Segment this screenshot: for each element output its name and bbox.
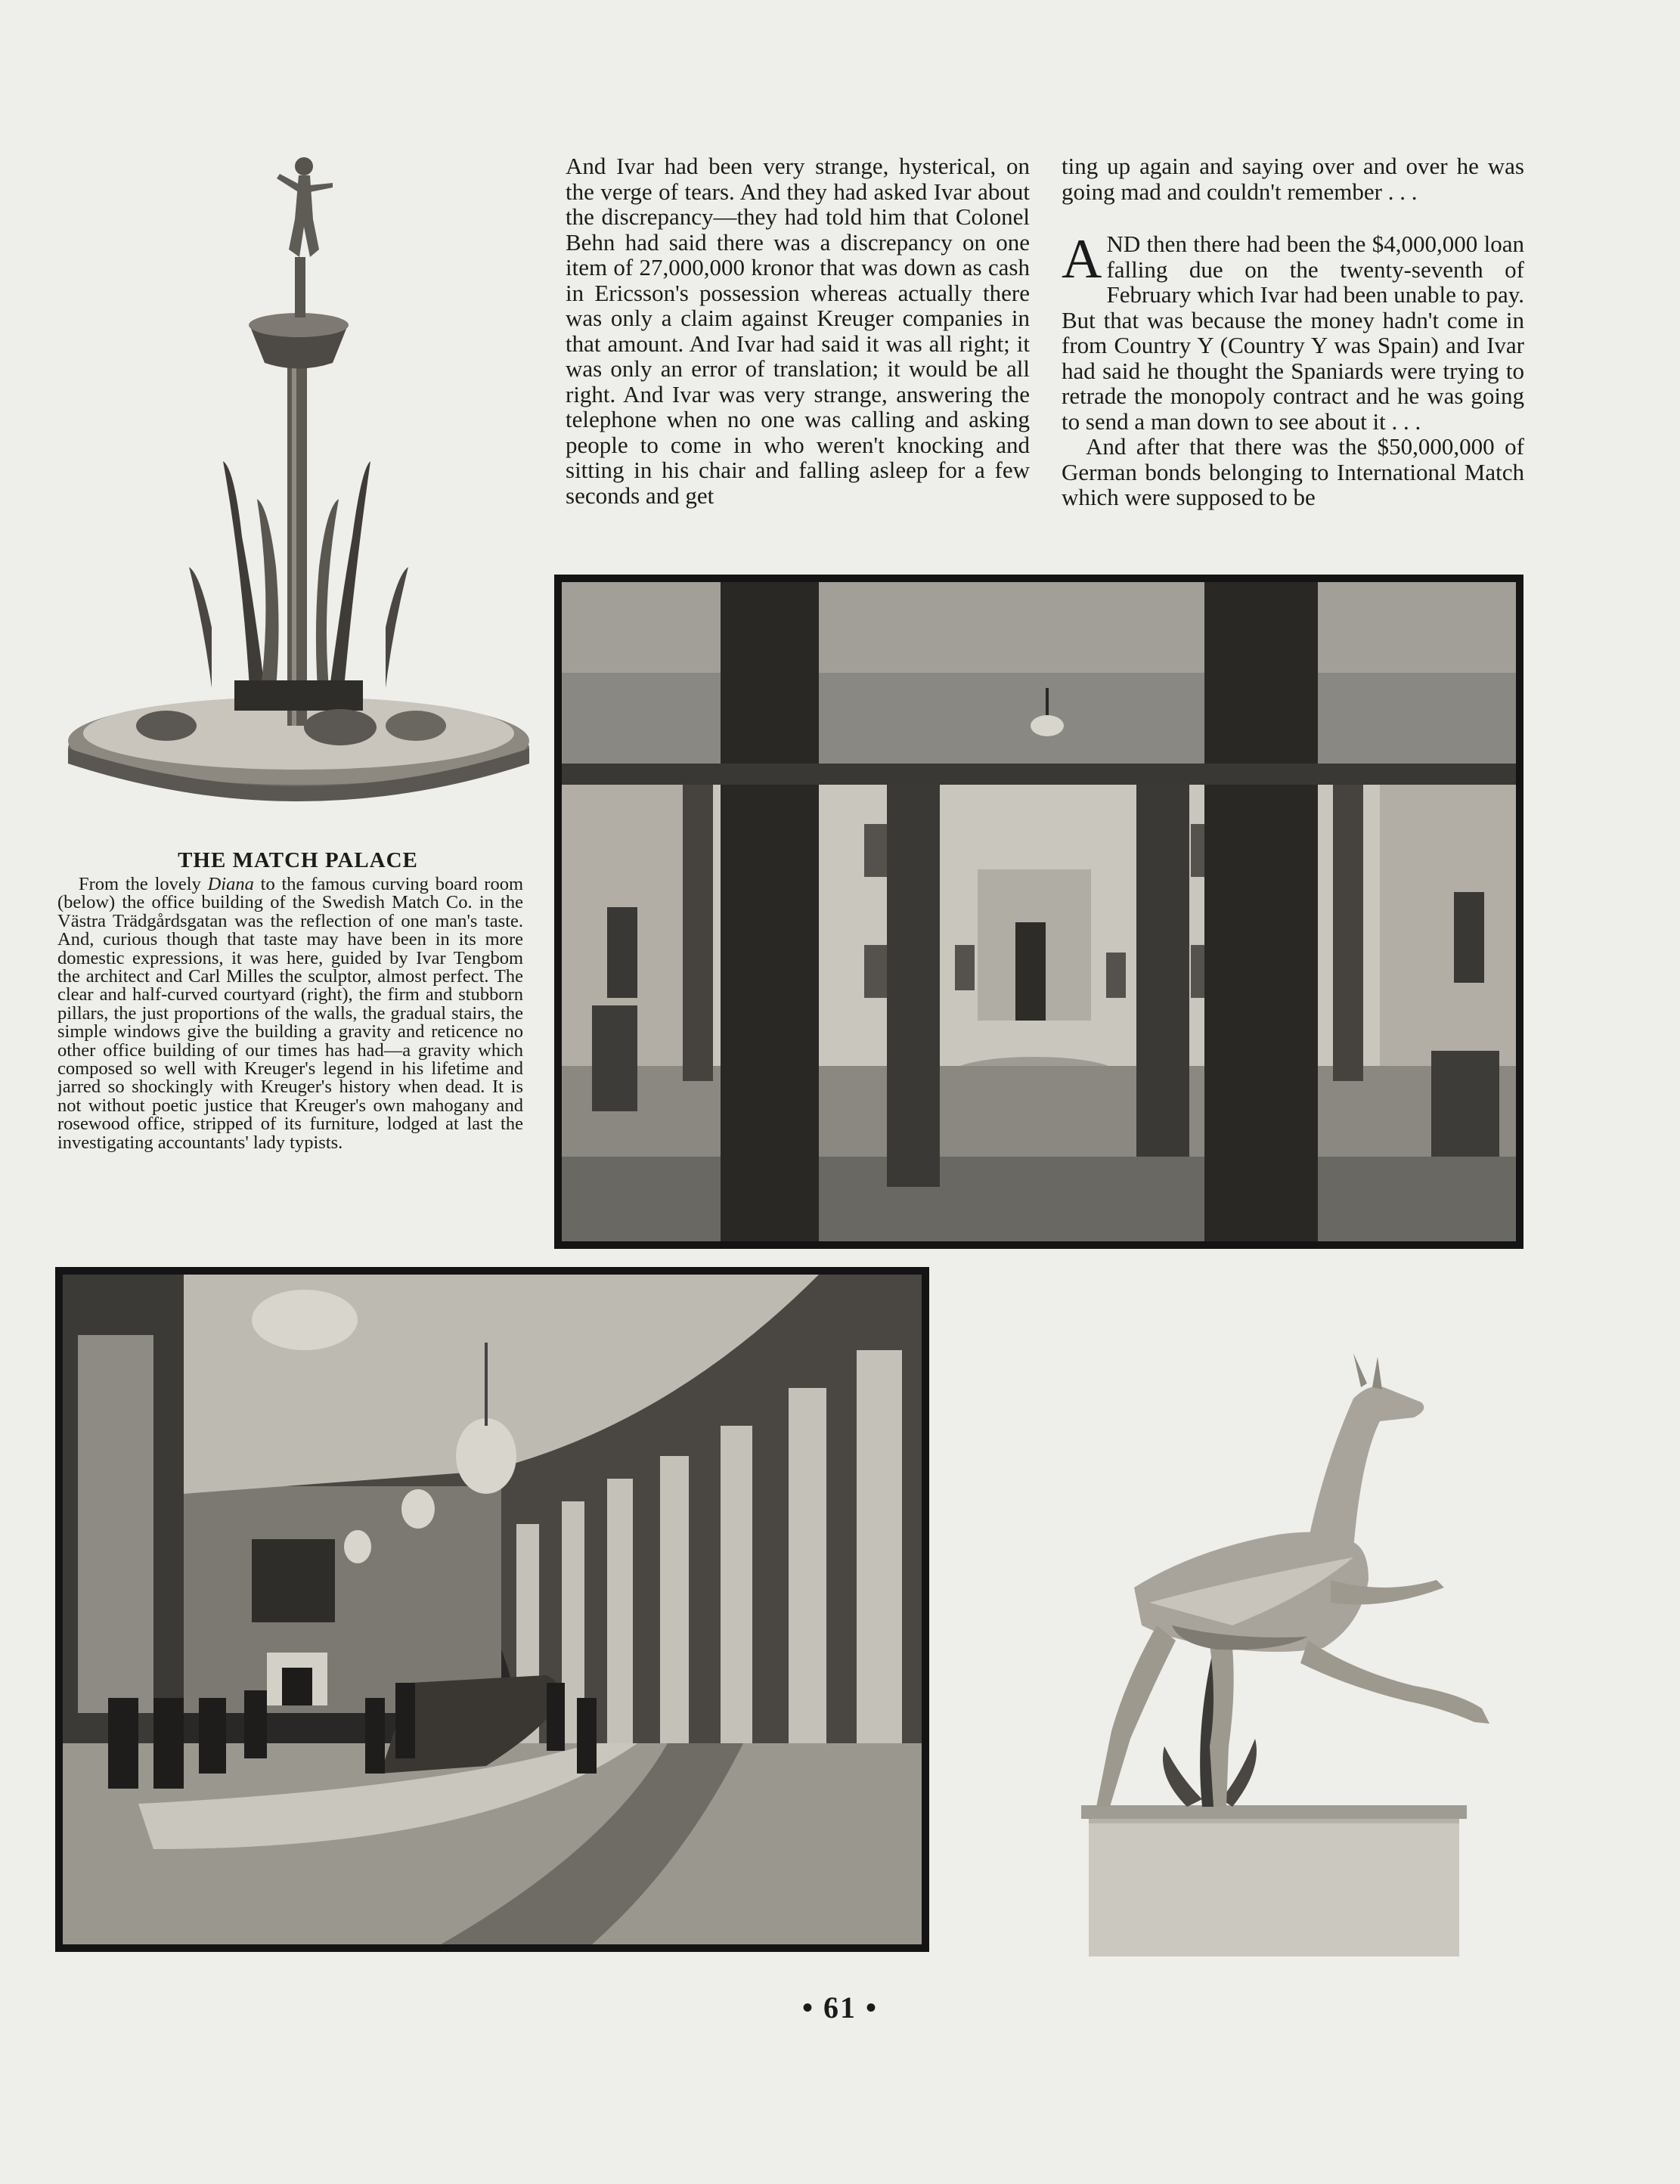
article-paragraph: And Ivar had been very strange, hysterical, on the verge of tears. And they had asked Ivar about the discrepancy—they had told him that Colonel Behn had said there was a discrepancy on one item of 27,000,000 kronor that was down as cash in Ericsson's possession whereas actually there was only a claim against Kreuger companies in that amount. And Ivar had said it was all right; it was only an error of translation; it would be all right. And Ivar was very strange, answering the telephone when no one was calling and asking people to come in who weren't knocking and sitting in his chair and falling asleep for a few seconds and get bbox=[566, 153, 1030, 509]
board-room-photo bbox=[55, 1267, 929, 1952]
drop-cap: A bbox=[1062, 228, 1102, 290]
caption-text-after: to the famous curving board room (below) the office building of the Swedish Match Co. in the Västra Trädgårdsgatan was the reflection of one man's taste. And, curious though that taste may have been in its more domestic expressions, it was here, guided by Ivar Tengbom the architect and Carl Milles the sculptor, almost perfect. The clear and half-curved courtyard (right), the firm and stubborn pillars, the just proportions of the walls, the gradual stairs, the simple windows give the building a gravity and reticence no other office building of our times has had—a gravity which composed so well with Kreuger's legend in his lifetime and jarred so shockingly with Kreuger's history when dead. It is not without poetic justice that Kreuger's own mahogany and rosewood office, stripped of its furniture, lodged at last the investigating accountants' lady typists. bbox=[57, 874, 523, 1153]
page-number: • 61 • bbox=[801, 1990, 878, 2024]
article-paragraph: And after that there was the $50,000,000 of German bonds belonging to International Match which were supposed to be bbox=[1062, 433, 1524, 510]
diana-fountain-photo bbox=[60, 144, 537, 839]
deer-sculpture-photo bbox=[1081, 1353, 1520, 1958]
caption-title: THE MATCH PALACE bbox=[178, 848, 418, 872]
courtyard-photo bbox=[554, 575, 1523, 1249]
caption-text-before: From the lovely bbox=[79, 874, 208, 894]
caption-text-italic: Diana bbox=[207, 874, 254, 894]
article-column-2 bbox=[1062, 153, 1524, 510]
caption-body bbox=[57, 875, 523, 1152]
article-paragraph-text: ND then there had been the $4,000,000 loan falling due on the twenty-seventh of February which Ivar had been unable to pay. But that was because the money hadn't come in from Country Y (Country Y was Spain) and Ivar had said he thought the Spaniards were trying to retrade the monopoly contract and he was going to send a man down to see about it . . . bbox=[1062, 231, 1524, 435]
article-column-1 bbox=[566, 153, 1030, 508]
article-paragraph bbox=[1062, 228, 1524, 435]
article-paragraph: ting up again and saying over and over he was going mad and couldn't remember . . . bbox=[1062, 153, 1524, 205]
